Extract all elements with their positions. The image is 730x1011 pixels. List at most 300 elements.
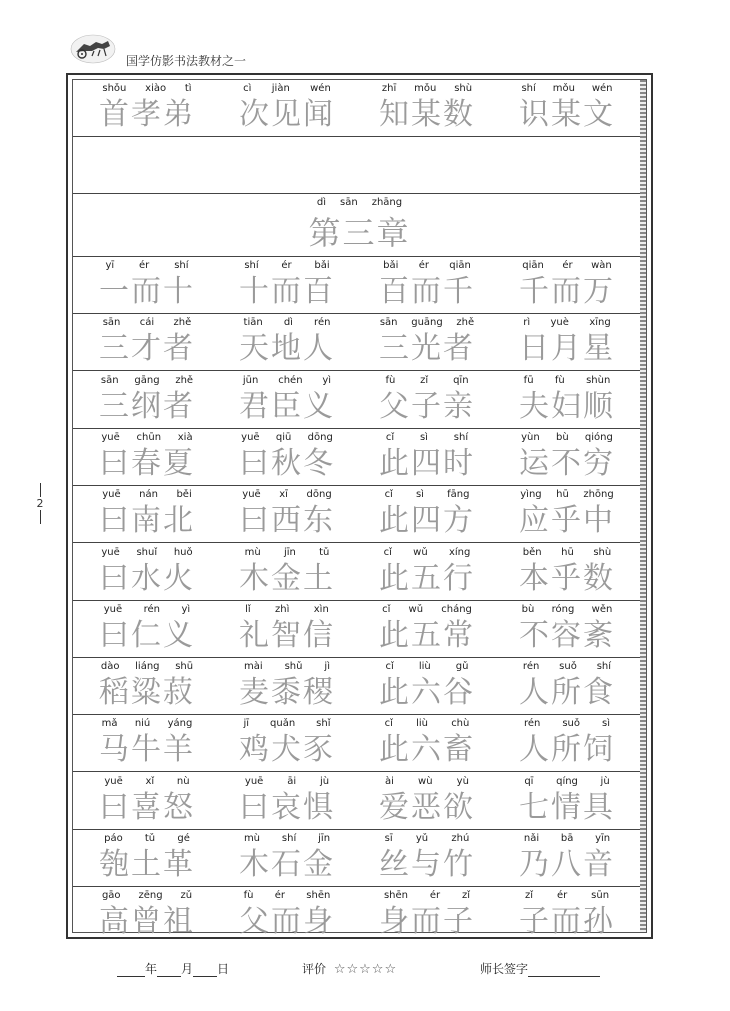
pinyin-syllable: bǎi [314,260,330,271]
pinyin-syllable: qiān [449,260,471,271]
pinyin-syllable: shí [596,661,612,672]
pinyin-syllable: cǐ [382,604,391,615]
pinyin-line [361,432,493,446]
header-title: 国学仿影书法教材之一 [126,54,247,68]
pinyin-syllable: sūn [591,890,610,901]
pinyin-syllable: xīng [589,317,611,328]
pinyin-line [501,432,633,446]
trace-characters: 运不穷 [519,446,615,481]
pinyin-syllable: zhú [451,833,470,844]
pinyin-syllable: xíng [448,547,471,558]
pinyin-syllable: jī [243,718,250,729]
pinyin-line [361,776,493,790]
page-number-text: 2 [36,497,44,510]
pinyin-syllable: gāng [134,375,160,386]
pinyin-syllable: cǐ [384,489,393,500]
pinyin-line [81,83,213,97]
pinyin-line [361,604,493,618]
practice-cell [361,544,493,600]
practice-cell [221,601,353,657]
practice-frame [66,73,653,939]
pinyin-syllable: jì [324,661,330,672]
trace-characters: 曰南北 [99,503,195,538]
practice-cell [221,257,353,313]
practice-cell [361,601,493,657]
practice-cell [361,486,493,542]
pinyin-syllable: shū [175,661,194,672]
year-label: 年 [145,962,158,976]
practice-cell [81,773,213,829]
pinyin-syllable: liáng [135,661,160,672]
pinyin-line [221,890,353,904]
practice-cell [361,257,493,313]
practice-cell [81,257,213,313]
pinyin-syllable: zhě [175,375,194,386]
pinyin-syllable: shǔ [284,661,303,672]
pinyin-line [221,317,353,331]
practice-cell [361,887,493,939]
chapter-pinyin [73,197,646,211]
pinyin-syllable: jīn [318,833,331,844]
verse-row [73,429,646,486]
trace-characters: 木金土 [239,561,335,596]
pinyin-line [501,260,633,274]
pinyin-syllable: rén [522,661,540,672]
pinyin-line [501,375,633,389]
pinyin-syllable: ér [418,260,429,271]
pinyin-line [361,661,493,675]
practice-cell [361,372,493,428]
pinyin-syllable: yuē [103,604,123,615]
practice-cell [221,773,353,829]
pinyin-line [501,833,633,847]
signature [480,960,600,977]
trace-characters: 七情具 [519,790,615,825]
pinyin-syllable: mǒu [552,83,575,94]
pinyin-line [221,718,353,732]
top-verse-row [73,80,646,137]
trace-characters: 身而子 [379,904,475,939]
trace-characters: 子而孙 [519,904,615,939]
trace-characters: 君臣义 [239,389,335,424]
rating-stars-icon[interactable]: ☆☆☆☆☆ [333,962,398,977]
practice-cell [501,486,633,542]
pinyin-line [81,489,213,503]
pinyin-syllable: běi [176,489,192,500]
pinyin-syllable: shù [454,83,473,94]
practice-cell [501,257,633,313]
verse-row [73,658,646,715]
pinyin-syllable: sān [340,197,358,208]
practice-cell [501,715,633,771]
pinyin-syllable: xī [279,489,288,500]
trace-characters: 此五常 [379,618,475,653]
pinyin-line [81,661,213,675]
practice-cell [81,314,213,370]
trace-characters: 夫妇顺 [519,389,615,424]
pinyin-line [361,83,493,97]
pinyin-syllable: róng [551,604,575,615]
pinyin-syllable: yáng [167,718,193,729]
pinyin-syllable: qī [524,776,534,787]
verse-row [73,314,646,371]
pinyin-syllable: yuē [102,489,121,500]
practice-cell [221,544,353,600]
pinyin-line [81,432,213,446]
verse-row [73,601,646,658]
pinyin-syllable: gé [177,833,190,844]
pinyin-syllable: wǔ [408,604,424,615]
pinyin-syllable: zǐ [420,375,429,386]
trace-characters: 乃八音 [519,847,615,882]
pinyin-syllable: rén [314,317,331,328]
pinyin-syllable: fù [385,375,396,386]
pinyin-syllable: fù [243,890,254,901]
practice-cell [221,429,353,485]
trace-characters: 百而千 [379,274,475,309]
pinyin-syllable: hū [556,489,569,500]
pinyin-syllable: cì [243,83,252,94]
pinyin-line [81,317,213,331]
pinyin-line [501,890,633,904]
trace-characters: 高曾祖 [99,904,195,939]
verse-row [73,887,646,939]
trace-characters: 麦黍稷 [239,675,335,710]
pinyin-syllable: yuē [101,547,120,558]
pinyin-syllable: zhāng [371,197,403,208]
practice-cell [221,80,353,136]
pinyin-syllable: yī [105,260,115,271]
pinyin-syllable: shǐ [316,718,331,729]
pinyin-syllable: qióng [584,432,613,443]
year-blank[interactable] [117,964,145,977]
pinyin-syllable: shí [281,833,297,844]
trace-characters: 曰水火 [99,561,195,596]
practice-cell [81,715,213,771]
trace-characters: 次见闻 [239,97,335,132]
frame-edge-strip [640,80,646,932]
pinyin-syllable: guāng [411,317,443,328]
pinyin-syllable: yuē [104,776,123,787]
pinyin-line [361,317,493,331]
pinyin-syllable: cǐ [385,661,394,672]
pinyin-line [501,718,633,732]
rating [302,960,397,977]
pinyin-syllable: cǐ [385,432,395,443]
pinyin-line [361,547,493,561]
pinyin-line [221,260,353,274]
pinyin-syllable: āi [287,776,297,787]
trace-characters: 十而百 [239,274,335,309]
pinyin-syllable: wù [418,776,433,787]
pinyin-syllable: xiào [145,83,167,94]
pinyin-syllable: ài [385,776,394,787]
pinyin-line [221,833,353,847]
pinyin-syllable: gāo [101,890,121,901]
pinyin-syllable: zǐ [462,890,471,901]
pinyin-syllable: bǎi [383,260,399,271]
pinyin-line [81,547,213,561]
pinyin-syllable: ér [562,260,573,271]
pinyin-syllable: yuē [244,776,264,787]
pinyin-syllable: shùn [586,375,611,386]
pinyin-syllable: rén [143,604,161,615]
pinyin-line [501,776,633,790]
pinyin-syllable: běn [522,547,542,558]
pinyin-syllable: yuē [242,489,261,500]
practice-cell [81,830,213,886]
pinyin-syllable: yìng [520,489,542,500]
trace-characters: 父而身 [239,904,335,939]
trace-characters: 稻粱菽 [99,675,195,710]
pinyin-syllable: mài [243,661,263,672]
pinyin-line [221,83,353,97]
pinyin-syllable: yì [322,375,332,386]
pinyin-syllable: zhōng [583,489,614,500]
pinyin-syllable: nán [139,489,158,500]
pinyin-syllable: zǐ [524,890,533,901]
day-blank[interactable] [193,964,217,977]
pinyin-syllable: yuē [241,432,260,443]
pinyin-syllable: ér [274,890,286,901]
pinyin-syllable: tì [184,83,192,94]
practice-cell [81,544,213,600]
trace-characters: 人所饲 [519,732,615,767]
pinyin-syllable: cǐ [383,547,392,558]
trace-characters: 马牛羊 [99,732,195,767]
pinyin-syllable: tiān [243,317,263,328]
trace-characters: 本乎数 [519,561,615,596]
pinyin-syllable: fù [554,375,565,386]
trace-characters: 曰喜怒 [99,790,195,825]
pinyin-syllable: sì [419,432,428,443]
pinyin-syllable: qiān [522,260,544,271]
pinyin-line [501,661,633,675]
pinyin-syllable: páo [104,833,123,844]
pinyin-line [81,260,213,274]
signature-blank[interactable] [528,964,600,977]
pinyin-syllable: wǔ [413,547,428,558]
practice-cell [81,80,213,136]
pinyin-syllable: tǔ [319,547,330,558]
trace-characters: 爱恶欲 [379,790,475,825]
pinyin-line [81,718,213,732]
practice-cell [501,80,633,136]
pinyin-syllable: shí [521,83,536,94]
pinyin-syllable: wàn [591,260,612,271]
trace-characters: 日月星 [519,331,615,366]
pinyin-syllable: niú [134,718,151,729]
trace-characters: 曰仁义 [99,618,195,653]
pinyin-syllable: cái [139,317,155,328]
trace-characters: 匏土革 [99,847,195,882]
pinyin-syllable: rì [523,317,531,328]
pinyin-syllable: wén [310,83,331,94]
pinyin-syllable: jīn [283,547,296,558]
pinyin-syllable: sān [102,317,121,328]
pinyin-syllable: shǒu [102,83,127,94]
pinyin-syllable: yuè [550,317,569,328]
pinyin-syllable: wén [591,83,613,94]
page-number-bar-top [40,483,41,497]
pinyin-syllable: chén [278,375,303,386]
pinyin-syllable: ér [281,260,292,271]
practice-cell [221,715,353,771]
page-header [70,30,670,70]
pinyin-syllable: quǎn [270,718,296,729]
pinyin-syllable: lǐ [245,604,251,615]
date-field [117,960,229,977]
pinyin-syllable: gǔ [455,661,469,672]
pinyin-syllable: qíng [556,776,578,787]
pinyin-line [221,489,353,503]
pinyin-line [81,776,213,790]
pinyin-syllable: dào [100,661,120,672]
practice-cell [221,372,353,428]
practice-cell [81,429,213,485]
month-label: 月 [181,962,194,976]
practice-cell [501,544,633,600]
trace-characters: 一而十 [99,274,195,309]
trace-characters: 不容紊 [519,618,615,653]
horse-carriage-logo-icon [70,32,116,64]
pinyin-line [501,317,633,331]
verse-row [73,773,646,830]
pinyin-syllable: shù [593,547,612,558]
pinyin-line [361,260,493,274]
chapter-title: 第三章 [308,214,411,252]
pinyin-syllable: yùn [521,432,540,443]
pinyin-syllable: bù [555,432,569,443]
pinyin-syllable: ér [429,890,441,901]
month-blank[interactable] [157,964,181,977]
trace-characters: 丝与竹 [379,847,475,882]
pinyin-syllable: jiàn [271,83,290,94]
trace-characters: 人所食 [519,675,615,710]
trace-characters: 此六谷 [379,675,475,710]
pinyin-syllable: yīn [595,833,611,844]
pinyin-syllable: sì [601,718,610,729]
pinyin-syllable: qīn [453,375,469,386]
practice-cell [361,314,493,370]
verse-row [73,257,646,314]
pinyin-syllable: xià [177,432,193,443]
pinyin-syllable: dōng [306,489,332,500]
practice-cell [221,314,353,370]
pinyin-syllable: jūn [242,375,259,386]
pinyin-line [221,375,353,389]
pinyin-syllable: mǎ [101,718,118,729]
pinyin-syllable: bù [521,604,535,615]
trace-characters: 知某数 [379,97,475,132]
trace-characters: 天地人 [239,331,335,366]
pinyin-syllable: mù [243,833,261,844]
practice-grid [72,79,647,939]
practice-cell [501,830,633,886]
pinyin-syllable: sān [100,375,119,386]
trace-characters: 此五行 [379,561,475,596]
pinyin-syllable: nù [176,776,190,787]
chapter-row [73,194,646,257]
practice-cell [501,658,633,714]
pinyin-line [361,833,493,847]
pinyin-syllable: ér [556,890,568,901]
practice-cell [361,773,493,829]
practice-cell [81,658,213,714]
pinyin-line [501,83,633,97]
pinyin-syllable: zǔ [180,890,193,901]
pinyin-syllable: fāng [447,489,470,500]
pinyin-syllable: cháng [441,604,472,615]
pinyin-syllable: nǎi [523,833,540,844]
practice-cell [81,486,213,542]
pinyin-syllable: bā [560,833,574,844]
footer [0,956,730,980]
practice-cell [221,658,353,714]
practice-cell [501,773,633,829]
pinyin-syllable: suǒ [562,718,581,729]
practice-cell [361,658,493,714]
blank-practice-row [73,137,646,194]
pinyin-line [221,661,353,675]
pinyin-syllable: tǔ [144,833,156,844]
trace-characters: 千而万 [519,274,615,309]
pinyin-syllable: dì [283,317,293,328]
trace-characters: 此六畜 [379,732,475,767]
pinyin-syllable: qiū [275,432,292,443]
pinyin-line [81,890,213,904]
pinyin-syllable: chù [451,718,470,729]
pinyin-syllable: yǔ [415,833,429,844]
pinyin-syllable: mǒu [414,83,437,94]
practice-cell [361,80,493,136]
trace-characters: 三才者 [99,331,195,366]
trace-characters: 此四方 [379,503,475,538]
pinyin-syllable: zhì [275,604,290,615]
pinyin-syllable: shēn [383,890,408,901]
practice-cell [361,429,493,485]
pinyin-line [361,489,493,503]
pinyin-syllable: jù [319,776,330,787]
pinyin-syllable: sì [415,489,424,500]
pinyin-syllable: shí [244,260,259,271]
pinyin-syllable: hū [561,547,574,558]
signature-label: 师长签字 [480,962,529,976]
pinyin-line [81,604,213,618]
trace-characters: 礼智信 [239,618,335,653]
pinyin-syllable: cǐ [384,718,393,729]
day-label: 日 [217,962,230,976]
pinyin-line [501,604,633,618]
pinyin-syllable: shí [174,260,189,271]
trace-characters: 首孝弟 [99,97,195,132]
pinyin-line [221,776,353,790]
pinyin-line [221,547,353,561]
trace-characters: 应乎中 [519,503,615,538]
pinyin-syllable: rén [523,718,541,729]
pinyin-syllable: huǒ [173,547,193,558]
page-number [30,483,50,533]
trace-characters: 此四时 [379,446,475,481]
practice-cell [221,830,353,886]
trace-characters: 曰春夏 [99,446,195,481]
trace-characters: 识某文 [519,97,615,132]
pinyin-syllable: zēng [138,890,163,901]
pinyin-line [361,718,493,732]
pinyin-syllable: liù [418,661,431,672]
pinyin-syllable: suǒ [559,661,577,672]
practice-cell [81,601,213,657]
